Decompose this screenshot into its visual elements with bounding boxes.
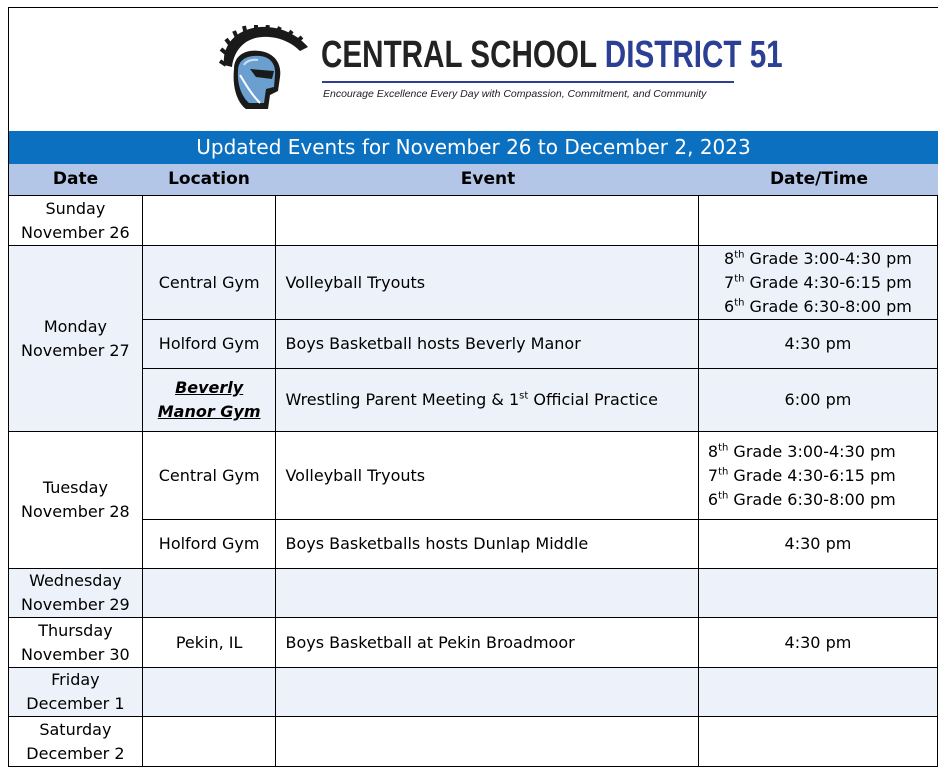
table-row xyxy=(9,668,938,717)
date-cell-saturday xyxy=(9,717,143,767)
table-row xyxy=(9,618,938,668)
event-cell xyxy=(276,196,698,246)
time-cell xyxy=(698,196,937,246)
time-line: 8th Grade 3:00-4:30 pm xyxy=(724,248,912,268)
weekday-label: Thursday xyxy=(38,620,113,640)
event-cell: Wrestling Parent Meeting & 1st Official Practice xyxy=(276,369,698,432)
table-row xyxy=(9,320,938,369)
location-cell: Central Gym xyxy=(142,246,276,320)
event-cell: Volleyball Tryouts xyxy=(276,432,698,520)
location-line: Beverly xyxy=(175,378,244,397)
location-line: Manor Gym xyxy=(157,402,261,421)
time-cell: 6:00 pm xyxy=(698,369,937,432)
location-cell xyxy=(142,569,276,618)
events-table xyxy=(8,195,938,767)
district-name-part1: CENTRAL SCHOOL xyxy=(321,34,605,76)
column-header-location xyxy=(142,164,276,196)
date-label: December 2 xyxy=(26,743,125,763)
weekday-label: Tuesday xyxy=(42,478,108,497)
weekday-label: Wednesday xyxy=(29,571,122,590)
district-tagline: Encourage Excellence Every Day with Compassion, Commitment, and Community xyxy=(323,88,707,100)
location-cell xyxy=(142,717,276,767)
date-cell-sunday xyxy=(9,196,143,246)
date-label: November 27 xyxy=(21,340,130,360)
date-label: November 26 xyxy=(21,222,130,242)
weekday-label: Saturday xyxy=(39,719,112,739)
district-name xyxy=(321,34,783,77)
time-cell xyxy=(698,668,937,717)
location-cell xyxy=(142,668,276,717)
date-label: November 28 xyxy=(21,502,130,521)
time-line: 6th Grade 6:30-8:00 pm xyxy=(724,296,912,316)
column-header-date xyxy=(9,164,142,196)
column-header-event xyxy=(276,164,700,196)
time-cell: 4:30 pm xyxy=(698,618,937,668)
date-cell-monday xyxy=(9,246,143,432)
column-header-datetime xyxy=(700,164,938,196)
column-header-datetime-label: Date/Time xyxy=(769,169,869,189)
date-label: November 30 xyxy=(21,644,130,664)
location-cell xyxy=(142,196,276,246)
date-cell-tuesday xyxy=(9,432,143,569)
weekday-label: Sunday xyxy=(45,198,106,218)
time-cell: 4:30 pm xyxy=(698,320,937,369)
time-line: 6th Grade 6:30-8:00 pm xyxy=(707,489,896,509)
location-cell xyxy=(142,369,276,432)
table-row xyxy=(9,569,938,618)
time-line: 7th Grade 4:30-6:15 pm xyxy=(724,272,912,292)
event-cell: Boys Basketball at Pekin Broadmoor xyxy=(276,618,698,668)
event-cell: Volleyball Tryouts xyxy=(276,246,698,320)
location-cell: Holford Gym xyxy=(142,320,276,369)
spartan-helmet-icon xyxy=(216,25,312,113)
event-cell xyxy=(276,717,698,767)
time-line: 8th Grade 3:00-4:30 pm xyxy=(707,441,896,461)
event-cell: Boys Basketball hosts Beverly Manor xyxy=(276,320,698,369)
date-cell-friday xyxy=(9,668,143,717)
table-row xyxy=(9,246,938,320)
column-header-event-label: Event xyxy=(460,169,516,189)
brand-underline xyxy=(322,81,734,83)
column-header-location-label: Location xyxy=(168,169,250,189)
event-cell xyxy=(276,569,698,618)
location-cell: Pekin, IL xyxy=(142,618,276,668)
event-cell xyxy=(276,668,698,717)
date-cell-thursday xyxy=(9,618,143,668)
column-header-date-label: Date xyxy=(52,169,99,189)
time-cell xyxy=(698,569,937,618)
time-cell xyxy=(698,246,937,320)
time-cell: 4:30 pm xyxy=(698,520,937,569)
time-cell xyxy=(698,717,937,767)
date-label: December 1 xyxy=(26,694,125,713)
time-cell xyxy=(698,432,937,520)
table-row xyxy=(9,369,938,432)
weekday-label: Friday xyxy=(51,670,100,689)
schedule-title: Updated Events for November 26 to December 2, 2023 xyxy=(9,131,938,164)
table-row xyxy=(9,432,938,520)
weekday-label: Monday xyxy=(43,316,107,336)
time-line: 7th Grade 4:30-6:15 pm xyxy=(707,465,896,485)
location-cell: Holford Gym xyxy=(142,520,276,569)
table-row xyxy=(9,717,938,767)
location-cell: Central Gym xyxy=(142,432,276,520)
date-label: November 29 xyxy=(21,595,130,614)
district-name-part2: DISTRICT 51 xyxy=(604,34,783,76)
event-cell: Boys Basketballs hosts Dunlap Middle xyxy=(276,520,698,569)
date-cell-wednesday xyxy=(9,569,143,618)
table-row xyxy=(9,196,938,246)
table-row xyxy=(9,520,938,569)
